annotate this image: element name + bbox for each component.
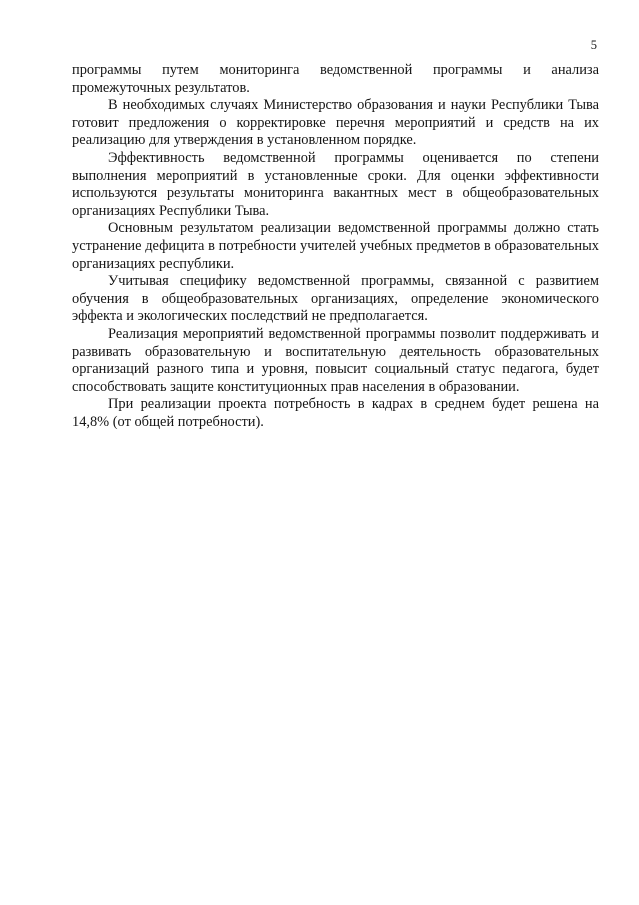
paragraph-efficiency-evaluation: Эффективность ведомственной программы оценивается по степени выполнения мероприятий в установленные сроки. Для оценки эффективности используются результаты мониторинга вакантных мест в общеобразовательных организациях Республики Тыва. [72, 149, 599, 219]
document-body [72, 62, 599, 431]
paragraph-staffing-need: При реализации проекта потребность в кадрах в среднем будет решена на 14,8% (от общей потребности). [72, 396, 599, 430]
paragraph-ministry-proposals: В необходимых случаях Министерство образования и науки Республики Тыва готовит предложения о корректировке перечня мероприятий и средств на их реализацию для утверждения в установленном порядке. [72, 97, 599, 149]
page-number: 5 [590, 38, 597, 52]
paragraph-main-result: Основным результатом реализации ведомственной программы должно стать устранение дефицита в потребности учителей учебных предметов в образовательных организациях республики. [72, 220, 599, 272]
paragraph-economic-effect: Учитывая специфику ведомственной программы, связанной с развитием обучения в общеобразовательных организациях, определение экономического эффекта и экологических последствий не предполагается. [72, 273, 599, 325]
paragraph-implementation-benefits: Реализация мероприятий ведомственной программы позволит поддерживать и развивать образовательную и воспитательную деятельность образовательных организаций разного типа и уровня, повысит социальный статус педагога, будет способствовать защите конституционных прав населения в образовании. [72, 325, 599, 395]
paragraph-continuation: программы путем мониторинга ведомственной программы и анализа промежуточных результатов. [72, 62, 599, 96]
